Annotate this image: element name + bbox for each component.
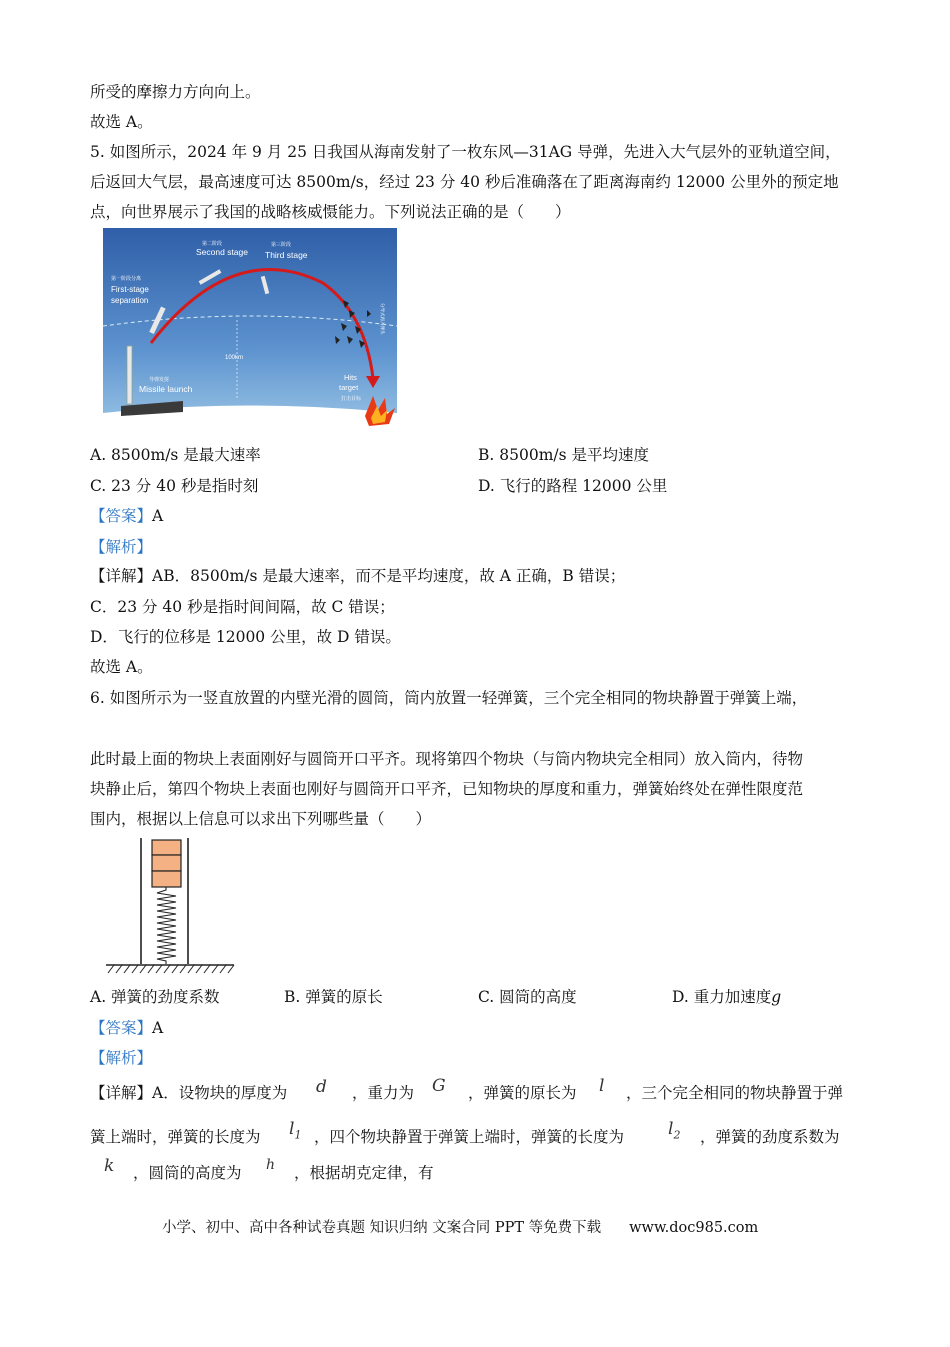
footer-url[interactable]: www.doc985.com bbox=[629, 1220, 759, 1236]
variable-l1: $l_1$ bbox=[289, 1119, 302, 1142]
option-text: D. 重力加速度 bbox=[672, 988, 772, 1006]
q6-answer bbox=[90, 1018, 163, 1038]
text-line: 所受的摩擦力方向向上。 bbox=[90, 83, 261, 101]
page-footer bbox=[162, 1216, 758, 1237]
altitude-label: 100km bbox=[225, 355, 244, 361]
question-6-stem: 此时最上面的物块上表面刚好与圆筒开口平齐。现将第四个物块（与筒内物块完全相同）放入筒内，待物 bbox=[90, 750, 804, 768]
q5-option-d: D. 飞行的路程 12000 公里 bbox=[478, 477, 668, 495]
q5-option-a: A. 8500m/s 是最大速率 bbox=[90, 446, 261, 464]
reentry-label-cn: 分导式再入弹头 bbox=[380, 303, 385, 335]
q6-detail bbox=[90, 1083, 287, 1103]
block-2 bbox=[152, 855, 181, 871]
answer-tag: 【答案】 bbox=[90, 1019, 153, 1037]
first-stage-label-en: First-stage bbox=[111, 285, 149, 294]
detail-text: ，重力为 bbox=[352, 1084, 415, 1102]
q6-option-a: A. 弹簧的劲度系数 bbox=[90, 988, 220, 1006]
q6-option-c: C. 圆筒的高度 bbox=[478, 988, 577, 1006]
question-6-stem: 块静止后，第四个物块上表面也刚好与圆筒开口平齐，已知物块的厚度和重力，弹簧始终处在弹性限度范 bbox=[90, 780, 804, 798]
detail-text: ，圆筒的高度为 bbox=[133, 1164, 242, 1182]
footer-text: 小学、初中、高中各种试卷真题 知识归纳 文案合同 PPT 等免费下载 bbox=[162, 1220, 602, 1236]
first-stage-label-en: separation bbox=[111, 296, 149, 305]
detail-text: ，弹簧的原长为 bbox=[468, 1084, 577, 1102]
answer-value: A bbox=[152, 507, 164, 525]
detail-text: ，三个完全相同的物块静置于弹 bbox=[626, 1084, 844, 1102]
spring-cylinder-figure bbox=[104, 838, 236, 974]
question-6-stem: 6. 如图所示为一竖直放置的内壁光滑的圆筒，筒内放置一轻弹簧，三个完全相同的物块静置于弹簧上端， bbox=[90, 689, 808, 707]
first-stage-label-cn: 第一阶段分离 bbox=[111, 276, 142, 282]
variable-d: d bbox=[316, 1077, 327, 1097]
detail-tag: 【详解】 bbox=[90, 1084, 153, 1102]
question-6-stem: 围内，根据以上信息可以求出下列哪些量（ ） bbox=[90, 810, 432, 828]
detail-text: ，根据胡克定律，有 bbox=[294, 1164, 434, 1182]
block-3 bbox=[152, 871, 181, 887]
question-5-stem: 点，向世界展示了我国的战略核威慑能力。下列说法正确的是（ ） bbox=[90, 203, 571, 221]
target-label-cn: 打击目标 bbox=[341, 396, 362, 402]
q6-detail: 簧上端时，弹簧的长度为 bbox=[90, 1128, 261, 1146]
block-1 bbox=[152, 840, 181, 855]
text-line: 故选 A。 bbox=[90, 113, 153, 131]
missile-launch bbox=[127, 346, 132, 404]
missile-trajectory-figure bbox=[103, 228, 397, 432]
launch-label-en: Missile launch bbox=[139, 384, 193, 394]
q5-analysis-tag: 【解析】 bbox=[90, 538, 153, 556]
q5-answer bbox=[90, 506, 163, 526]
ground-hatching bbox=[108, 965, 234, 973]
target-label-en: target bbox=[339, 383, 359, 392]
variable-g: g bbox=[771, 988, 782, 1006]
q6-analysis-tag: 【解析】 bbox=[90, 1049, 153, 1067]
q5-detail: D．飞行的位移是 12000 公里，故 D 错误。 bbox=[90, 628, 401, 646]
third-stage-label-cn: 第三阶段 bbox=[271, 242, 292, 248]
detail-text: AB．8500m/s 是最大速率，而不是平均速度，故 A 正确，B 错误； bbox=[152, 567, 626, 585]
variable-G: G bbox=[432, 1076, 446, 1096]
q6-option-b: B. 弹簧的原长 bbox=[284, 988, 383, 1006]
question-5-stem: 后返回大气层，最高速度可达 8500m/s，经过 23 分 40 秒后准确落在了距离海南约 12000 公里外的预定地 bbox=[90, 173, 839, 191]
answer-tag: 【答案】 bbox=[90, 507, 153, 525]
second-stage-label-en: Second stage bbox=[196, 247, 248, 257]
variable-l: l bbox=[599, 1076, 605, 1096]
variable-l2: $l_2$ bbox=[668, 1119, 681, 1142]
q6-option-d bbox=[672, 987, 781, 1007]
q5-detail bbox=[90, 566, 625, 586]
q5-conclusion: 故选 A。 bbox=[90, 658, 153, 676]
q5-option-b: B. 8500m/s 是平均速度 bbox=[478, 446, 649, 464]
detail-text: A．设物块的厚度为 bbox=[152, 1084, 288, 1102]
third-stage-label-en: Third stage bbox=[265, 250, 308, 260]
second-stage-label-cn: 第二阶段 bbox=[202, 241, 223, 247]
detail-text: ，弹簧的劲度系数为 bbox=[700, 1128, 840, 1146]
q5-detail: C．23 分 40 秒是指时间间隔，故 C 错误； bbox=[90, 598, 395, 616]
detail-tag: 【详解】 bbox=[90, 567, 153, 585]
target-label-en: Hits bbox=[344, 373, 357, 382]
variable-k: k bbox=[104, 1156, 115, 1176]
launch-label-cn: 导弹发射 bbox=[149, 377, 170, 383]
question-5-stem: 5. 如图所示，2024 年 9 月 25 日我国从海南发射了一枚东风—31AG 导弹，先进入大气层外的亚轨道空间， bbox=[90, 143, 841, 161]
variable-h: h bbox=[266, 1157, 276, 1173]
detail-text: ，四个物块静置于弹簧上端时，弹簧的长度为 bbox=[314, 1128, 625, 1146]
spring bbox=[157, 887, 176, 964]
answer-value: A bbox=[152, 1019, 164, 1037]
q5-option-c: C. 23 分 40 秒是指时刻 bbox=[90, 477, 259, 495]
